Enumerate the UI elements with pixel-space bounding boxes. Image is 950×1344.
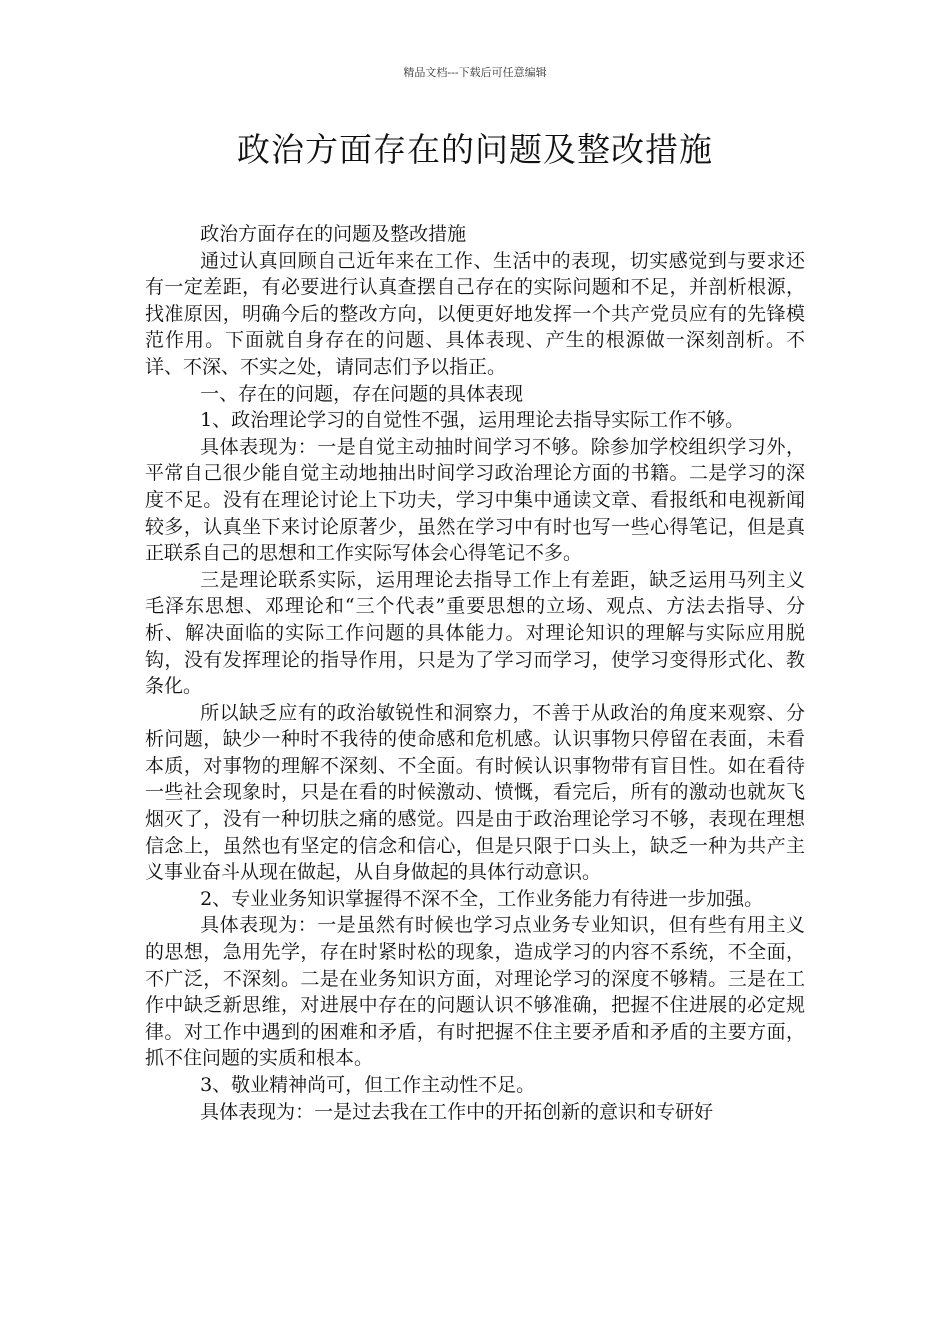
body-paragraph: 3、敬业精神尚可，但工作主动性不足。 — [200, 1074, 536, 1096]
body-paragraph: 具体表现为：一是虽然有时候也学习点业务专业知识，但有些有用主义的思想，急用先学，存在时紧时松的现象，造成学习的内容不系统，不全面，不广泛，不深刻。二是在业务知识方面，对理论学习的深度不够精。三是在工作中缺乏新思维，对进展中存在的问题认识不够准确，把握不住进展的必定规律。对工作中遇到的困难和矛盾，有时把握不住主要矛盾和矛盾的主要方面，抓不住问题的实质和根本。 — [145, 914, 805, 1070]
header-note: 精品文档---下载后可任意编辑 — [403, 66, 547, 79]
body-paragraph: 所以缺乏应有的政治敏锐性和洞察力，不善于从政治的角度来观察、分析问题，缺少一种时不我待的使命感和危机感。认识事物只停留在表面，未看本质，对事物的理解不深刻、不全面。有时候认识事物带有盲目性。如在看待一些社会现象时，只是在看的时候激动、愤慨，看完后，所有的激动也就灰飞烟灭了，没有一种切肤之痛的感觉。四是由于政治理论学习不够，表现在理想信念上，虽然也有坚定的信念和信心，但是只限于口头上，缺乏一种为共产主义事业奋斗从现在做起，从自身做起的具体行动意识。 — [145, 701, 805, 884]
body-paragraph: 政治方面存在的问题及整改措施 — [200, 223, 467, 245]
body-paragraph: 一、存在的问题，存在问题的具体表现 — [200, 382, 524, 405]
body-paragraph: 通过认真回顾自己近年来在工作、生活中的表现，切实感觉到与要求还有一定差距，有必要进行认真查摆自己存在的实际问题和不足，并剖析根源，找准原因，明确今后的整改方向，以便更好地发挥一个共产党员应有的先锋模范作用。下面就自身存在的问题、具体表现、产生的根源做一深刻剖析。不详、不深、不实之处，请同志们予以指正。 — [145, 249, 805, 378]
document-body — [145, 221, 805, 1125]
body-paragraph: 1、政治理论学习的自觉性不强，运用理论去指导实际工作不够。 — [200, 409, 745, 432]
body-paragraph: 具体表现为：一是自觉主动抽时间学习不够。除参加学校组织学习外，平常自己很少能自觉主动地抽出时间学习政治理论方面的书籍。二是学习的深度不足。没有在理论讨论上下功夫，学习中集中通读文章、看报纸和电视新闻较多，认真坐下来讨论原著少，虽然在学习中有时也写一些心得笔记，但是真正联系自己的思想和工作实际写体会心得笔记不多。 — [145, 435, 805, 565]
body-paragraph: 2、专业业务知识掌握得不深不全，工作业务能力有待进一步加强。 — [200, 887, 764, 910]
body-paragraph: 三是理论联系实际，运用理论去指导工作上有差距，缺乏运用马列主义毛泽东思想、邓理论和“三个代表”重要思想的立场、观点、方法去指导、分析、解决面临的实际工作问题的具体能力。对理论知识的理解与实际应用脱钩，没有发挥理论的指导作用，只是为了学习而学习，使学习变得形式化、教条化。 — [145, 568, 805, 698]
body-paragraph: 具体表现为：一是过去我在工作中的开拓创新的意识和专研好 — [200, 1100, 714, 1123]
document-title: 政治方面存在的问题及整改措施 — [237, 130, 713, 169]
